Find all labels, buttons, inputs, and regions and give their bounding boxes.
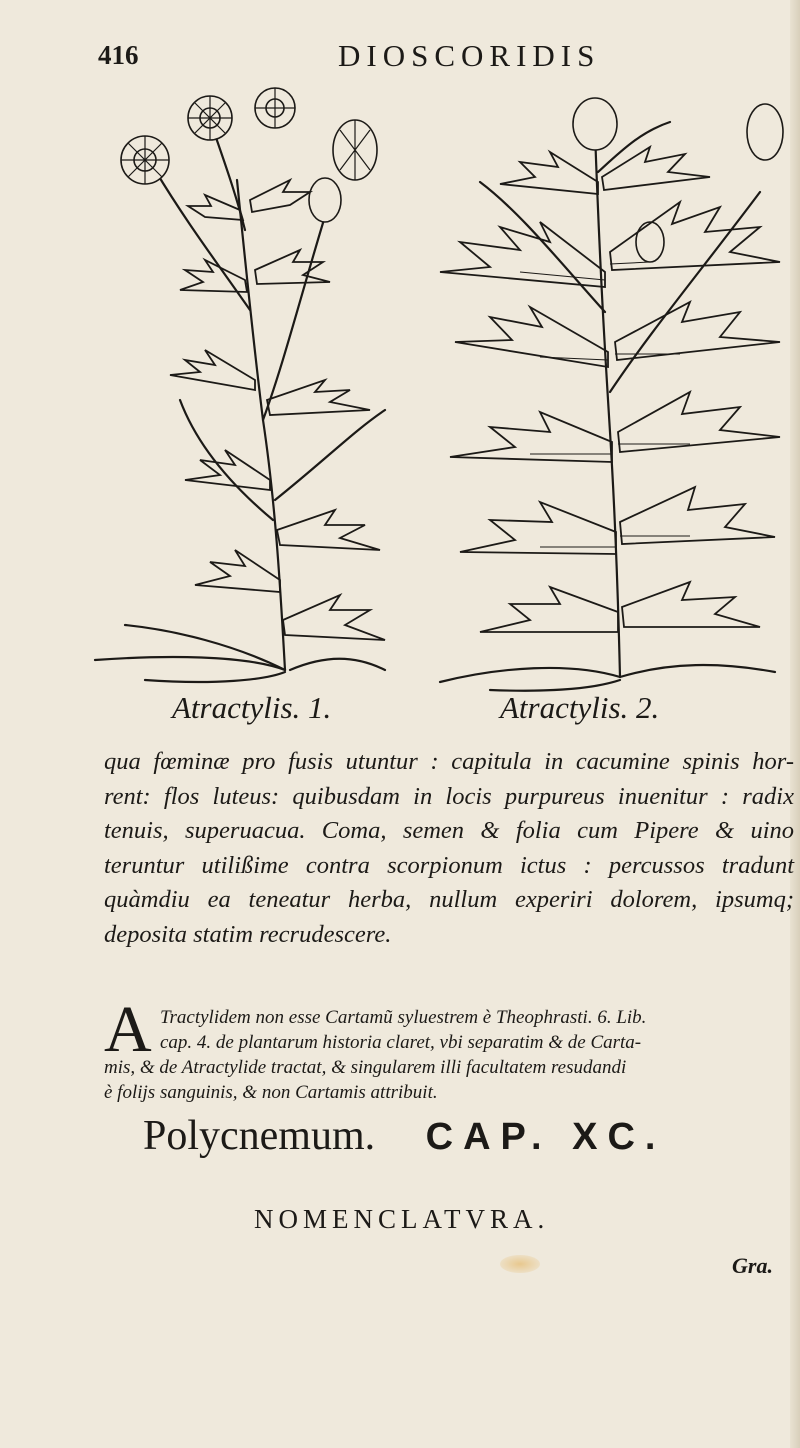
plate-caption-2: Atractylis. 2. — [500, 690, 660, 725]
chapter-heading — [143, 1112, 665, 1160]
body-line: quàmdiu ea teneatur herba, nullum experiri dolorem, ipsumq; — [104, 886, 794, 913]
body-line: teruntur utilißime contra scorpionum ictus : percussos tradunt — [104, 851, 794, 879]
paper-stain — [500, 1255, 540, 1273]
page-header — [0, 38, 800, 78]
body-line: rent: flos luteus: quibusdam in locis purpureus inuenitur : radix — [104, 782, 794, 810]
commentary-line: mis, & de Atractylide tractat, & singularem illi facultatem resudandi — [104, 1057, 627, 1078]
thistle-woodcut-illustration — [420, 92, 800, 692]
commentary-line: Tractylidem non esse Cartamũ syluestrem è Theophrasti. 6. Lib. — [160, 1007, 647, 1028]
plate-caption-1: Atractylis. 1. — [172, 690, 332, 725]
commentary-line: è folijs sanguinis, & non Cartamis attribuit. — [104, 1082, 438, 1103]
catchword: Gra. — [732, 1253, 773, 1278]
section-heading: NOMENCLATVRA. — [254, 1204, 550, 1234]
running-head: DIOSCORIDIS — [338, 38, 601, 73]
drop-cap: A — [104, 993, 152, 1066]
chapter-number: CAP. XC. — [425, 1116, 666, 1158]
body-line: deposita statim recrudescere. — [104, 920, 392, 948]
body-line: qua fœminæ pro fusis utuntur : capitula in cacumine spinis hor- — [104, 748, 794, 775]
page-number: 416 — [98, 40, 139, 70]
commentary-line: cap. 4. de plantarum historia claret, vbi separatim & de Carta- — [160, 1032, 642, 1053]
plate-atractylis-2 — [420, 92, 800, 692]
commentary-text — [104, 1005, 794, 1105]
body-text — [104, 745, 794, 952]
body-line: tenuis, superuacua. Coma, semen & folia cum Pipere & uino — [104, 817, 794, 844]
thistle-woodcut-illustration — [85, 80, 405, 690]
chapter-title: Polycnemum. — [143, 1113, 376, 1159]
plate-atractylis-1 — [85, 80, 405, 690]
